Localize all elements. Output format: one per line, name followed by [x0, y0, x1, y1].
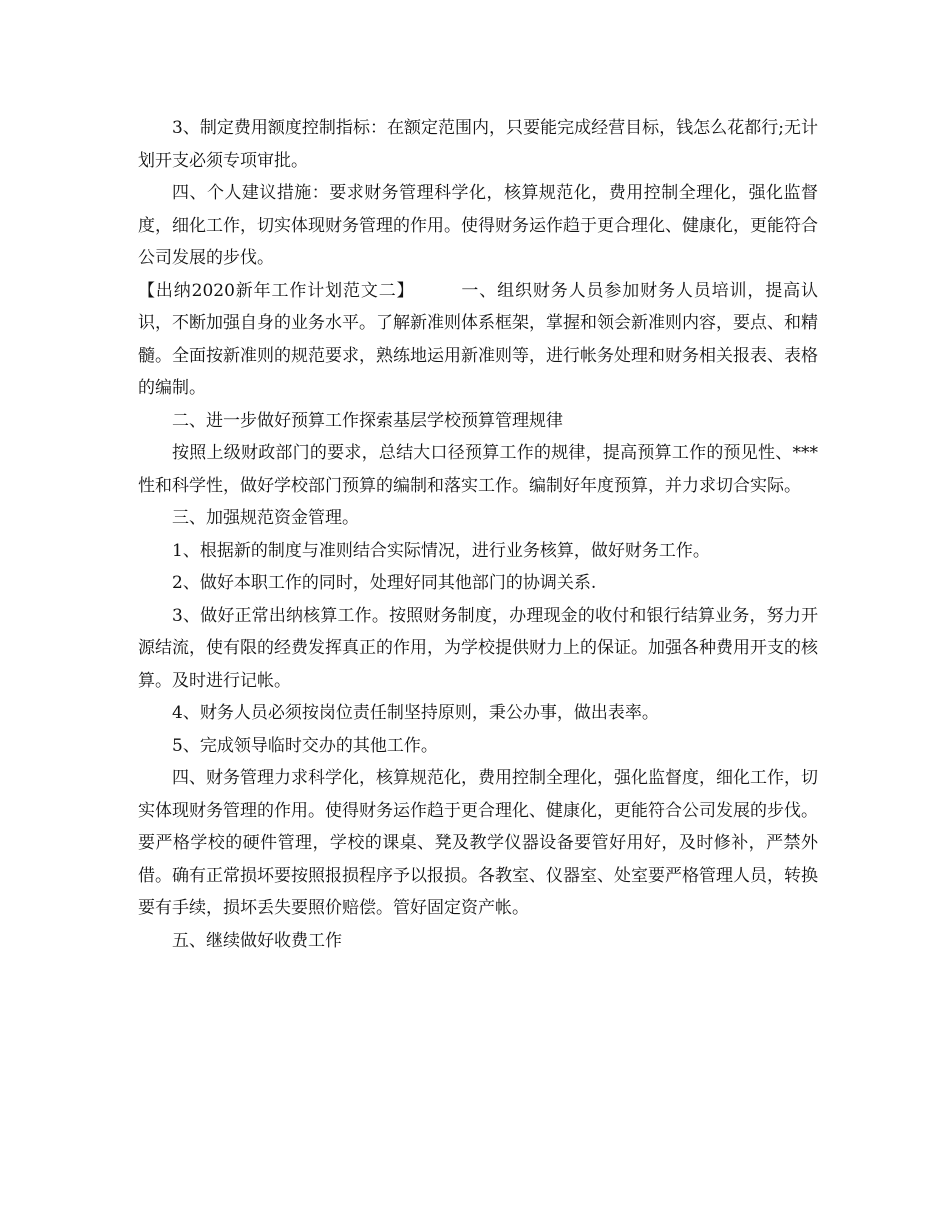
paragraph-7: 1、根据新的制度与准则结合实际情况，进行业务核算，做好财务工作。	[172, 540, 710, 561]
section-heading: 【出纳2020新年工作计划范文二】	[138, 280, 415, 301]
document-body	[138, 112, 818, 957]
paragraph-9: 3、做好正常出纳核算工作。按照财务制度，办理现金的收付和银行结算业务，努力开源结流，使有限的经费发挥真正的作用，为学校提供财力上的保证。加强各种费用开支的核算。及时进行记帐。	[138, 605, 818, 691]
paragraph-5: 按照上级财政部门的要求，总结大口径预算工作的规律，提高预算工作的预见性、***性和科学性，做好学校部门预算的编制和落实工作。编制好年度预算，并力求切合实际。	[138, 443, 818, 496]
paragraph-13: 五、继续做好收费工作	[172, 930, 342, 951]
paragraph-2: 四、个人建议措施：要求财务管理科学化，核算规范化，费用控制全理化，强化监督度，细化工作，切实体现财务管理的作用。使得财务运作趋于更合理化、健康化，更能符合公司发展的步伐。	[138, 183, 818, 268]
paragraph-6: 三、加强规范资金管理。	[172, 508, 359, 528]
paragraph-11: 5、完成领导临时交办的其他工作。	[172, 735, 438, 756]
paragraph-10: 4、财务人员必须按岗位责任制坚持原则，秉公办事，做出表率。	[172, 703, 659, 723]
paragraph-12: 四、财务管理力求科学化，核算规范化，费用控制全理化，强化监督度，细化工作，切实体现财务管理的作用。使得财务运作趋于更合理化、健康化，更能符合公司发展的步伐。要严格学校的硬件管理，学校的课桌、凳及教学仪器设备要管好用好，及时修补，严禁外借。确有正常损坏要按照报损程序予以报损。各教室、仪器室、处室要严格管理人员，转换要有手续，损坏丢失要照价赔偿。管好固定资产帐。	[138, 768, 818, 918]
paragraph-1: 3、制定费用额度控制指标：在额定范围内，只要能完成经营目标，钱怎么花都行;无计划开支必须专项审批。	[138, 118, 818, 171]
paragraph-8: 2、做好本职工作的同时，处理好同其他部门的协调关系.	[172, 573, 597, 593]
section-paragraph	[138, 275, 818, 405]
paragraph-4: 二、进一步做好预算工作探索基层学校预算管理规律	[172, 410, 563, 431]
paragraph-3: 一、组织财务人员参加财务人员培训，提高认识，不断加强自身的业务水平。了解新准则体系框架，掌握和领会新准则内容，要点、和精髓。全面按新准则的规范要求，熟练地运用新准则等，进行帐务处理和财务相关报表、表格的编制。	[138, 280, 819, 398]
